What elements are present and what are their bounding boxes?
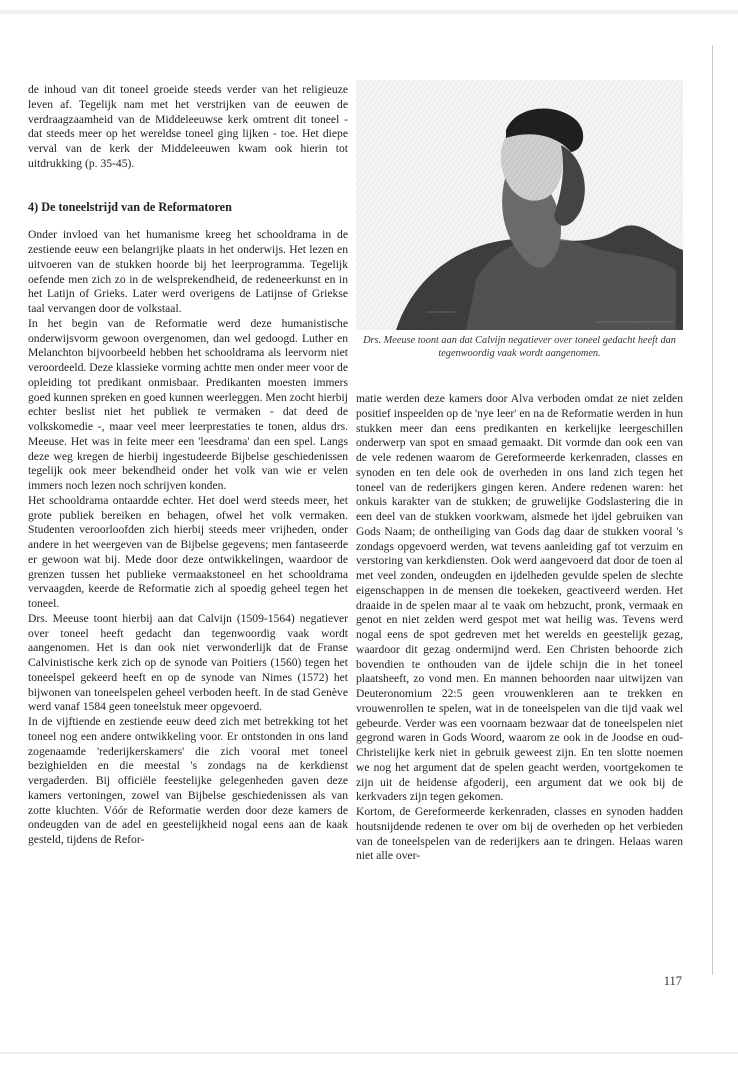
bottom-edge	[0, 1052, 738, 1054]
body-paragraph: In het begin van de Reformatie werd deze humanistische onderwijsvorm gewoon overgenomen, dan wel gedoogd. Luther en Melanchton bijvoorbeeld hebben het schooldrama als leervorm niet veroordeeld. Deze klassieke vorming achtte men onder meer voor de opleiding tot predikant onmisbaar. Predikanten moesten immers goed kunnen spreken en goed kunnen weerleggen. Men zocht hierbij echter beslist niet het publiek te vermaken - dat deed de volkskomedie -, maar veel meer leerprestaties te tonen, aldus drs. Meeuse. Het was in feite meer een 'leesdrama' dan een spel. Langs deze weg kregen de hierbij ingestudeerde Bijbelse geschiedenissen tegelijk ook meer bekendheid onder het volk van wie er velen immers noch lezen noch schrijven konden.	[28, 316, 348, 492]
page-fold-line	[712, 45, 713, 975]
left-column	[28, 83, 348, 848]
calvin-portrait	[356, 80, 683, 330]
body-paragraph: matie werden deze kamers door Alva verboden omdat ze niet zelden positief inspeelden op de 'nye leer' en na de Reformatie werden in hun stukken meer dan eens predikanten en kerkelijke leergeschillen onderwerp van spot en smaad gemaakt. Dit vormde dan ook een van de vele redenen waarom de Gereformeerde kerkenraden, classes en synoden en ten dele ook de overheden in ons land zich tegen het toneel van de rederijkers gingen keren. Andere redenen waren: het onkuis karakter van de stukken; de gruwelijke Godslastering die in een deel van de stukken voorkwam, alsmede het ijdel gebruiken van Gods Naam; de ontheiliging van Gods dag daar de stukken vooral 's zondags opgevoerd werden, wat tevens aanleiding gaf tot verzuim en verstoring van kerkdiensten. Ook werd aangevoerd dat door de toen al met veel zonden, ondeugden en ijdelheden gevulde spelen de slechte eigenschappen in de mensen die toekeken, geactiveerd werden. Het draaide in de spelen maar al te vaak om hebzucht, pronk, vermaak en genot en niet zelden werd gespot met wat heilig was. Tevens werd nogal eens de spot gedreven met het werelds en geestelijk gezag, waardoor dit gezag ondermijnd werd. Een Christen behoorde zich bovendien te onthouden van de ijdele schijn die in het toneel plaatsheeft, zo vond men. En mannen behoorden naar uitwijzen van Deuteronomium 22:5 geen vrouwenkleren aan te trekken en vrouwenrollen te spelen, wat in de toneelspelen van die tijd vaak wel gebeurde. Verder was een voornaam bezwaar dat de toneelspelen niet gegrond waren in Gods Woord, waarom ze ook in de Joodse en oud-Christelijke kerk niet in gebruik geweest zijn. En ten slotte noemen we nog het argument dat de spelen geacht werden, voortgekomen te zijn uit de heidense afgoderij, een argument dat we ook bij de kerkvaders zijn tegen gekomen.	[356, 392, 683, 804]
intro-paragraph: de inhoud van dit toneel groeide steeds verder van het religieuze leven af. Tegelijk nam met het verstrijken van de eeuwen de verdraagzaamheid van de Middeleeuwse kerk omtrent dit toneel - dat steeds meer op het wereldse toneel ging lijken - toe. Het diepe verval van de kerk der Middeleeuwen kwam ook hierin tot uitdrukking (p. 35-45).	[28, 83, 348, 170]
body-paragraph: Het schooldrama ontaardde echter. Het doel werd steeds meer, het grote publiek bereiken en behagen, ofwel het volk vermaken. Studenten veroorloofden zich hierbij steeds meer vrijheden, onder andere in het weergeven van de Bijbelse gegevens; men fantaseerde er gewoon wat bij. Mede door deze ontwikkelingen, waardoor de grenzen tussen het publieke vermaakstoneel en het schooldrama vervaagden, keerde de Reformatie zich al spoedig geheel tegen het toneel.	[28, 493, 348, 610]
right-column	[356, 392, 683, 864]
body-paragraph: In de vijftiende en zestiende eeuw deed zich met betrekking tot het toneel nog een andere ontwikkeling voor. Er ontstonden in ons land zogenaamde 'rederijkerskamers' die zich vooral met toneel bezighielden en die meestal 's zondags na de kerkdienst vergaderden. Bij officiële feestelijke gelegenheden gaven deze kamers vertoningen, zowel van Bijbelse geschiedenissen als van zotte kluchten. Vóór de Reformatie werden door deze kamers de ondeugden van de adel en geestelijkheid nogal eens aan de kaak gesteld, tijdens de Refor-	[28, 715, 348, 846]
figure-caption: Drs. Meeuse toont aan dat Calvijn negatiever over toneel gedacht heeft dan tegenwoordig vaak wordt aangenomen.	[363, 335, 676, 359]
body-paragraph: Kortom, de Gereformeerde kerkenraden, classes en synoden hadden houtsnijdende redenen te over om bij de overheden op het verbieden van de toneelspelen van de rederijkers aan te dringen. Helaas waren niet alle over-	[356, 805, 683, 863]
portrait-engraving-icon	[356, 80, 683, 330]
page-number: 117	[663, 974, 682, 988]
body-paragraph: Drs. Meeuse toont hierbij aan dat Calvijn (1509-1564) negatiever over toneel heeft gedacht dan tegenwoordig vaak wordt aangenomen. Het is dan ook niet verwonderlijk dat de Franse Calvinistische kerk zich op de synode van Poitiers (1560) tegen het toneelspel gekeerd heeft en op de synode van Nimes (1572) het bijwonen van toneelspelen geheel verboden heeft. In de stad Genève werd vanaf 1584 geen toneelstuk meer opgevoerd.	[28, 611, 348, 714]
section-heading: 4) De toneelstrijd van de Reformatoren	[28, 199, 232, 214]
top-edge	[0, 10, 738, 14]
body-paragraph: Onder invloed van het humanisme kreeg het schooldrama in de zestiende eeuw een belangrijke plaats in het onderwijs. Het lezen en uitvoeren van de stukken hoorde bij het leerprogramma. Tegelijk oefende men zich zo in de welsprekendheid, de redeneerkunst en in het Latijn of Grieks. Later werd overigens de Latijnse of Griekse taal vervangen door de volkstaal.	[28, 228, 348, 315]
